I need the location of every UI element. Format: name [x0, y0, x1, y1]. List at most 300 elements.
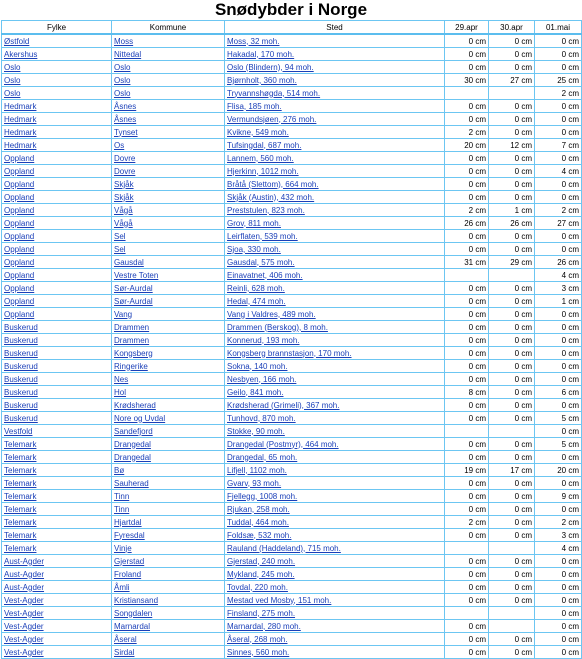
- fylke-link[interactable]: Oppland: [2, 308, 112, 321]
- depth-29-apr: 0 cm: [445, 230, 489, 243]
- kommune-link[interactable]: Dovre: [112, 152, 225, 165]
- depth-30-apr: 0 cm: [489, 451, 535, 464]
- depth-29-apr: 0 cm: [445, 113, 489, 126]
- depth-30-apr: 0 cm: [489, 100, 535, 113]
- depth-29-apr: 0 cm: [445, 399, 489, 412]
- depth-29-apr: 0 cm: [445, 646, 489, 659]
- table-row: [2, 295, 582, 308]
- kommune-link[interactable]: Tynset: [112, 126, 225, 139]
- depth-01-mai: 27 cm: [535, 217, 582, 230]
- kommune-link[interactable]: Ringerike: [112, 360, 225, 373]
- depth-30-apr: 0 cm: [489, 308, 535, 321]
- column-header-fylke: Fylke: [2, 21, 112, 35]
- kommune-link[interactable]: Froland: [112, 568, 225, 581]
- depth-01-mai: 6 cm: [535, 386, 582, 399]
- snow-depth-table: [1, 20, 582, 659]
- fylke-link[interactable]: Buskerud: [2, 347, 112, 360]
- fylke-link[interactable]: Oppland: [2, 204, 112, 217]
- kommune-link[interactable]: Os: [112, 139, 225, 152]
- kommune-link[interactable]: Sør-Aurdal: [112, 282, 225, 295]
- fylke-link[interactable]: Oppland: [2, 217, 112, 230]
- depth-29-apr: 0 cm: [445, 61, 489, 74]
- depth-01-mai: 0 cm: [535, 373, 582, 386]
- depth-29-apr: 2 cm: [445, 516, 489, 529]
- sted-link[interactable]: Rauland (Haddeland), 715 moh.: [225, 542, 445, 555]
- sted-link[interactable]: Grov, 811 moh.: [225, 217, 445, 230]
- depth-01-mai: 3 cm: [535, 282, 582, 295]
- depth-01-mai: 4 cm: [535, 165, 582, 178]
- depth-30-apr: 0 cm: [489, 178, 535, 191]
- sted-link[interactable]: Drangedal (Postmyr), 464 moh.: [225, 438, 445, 451]
- table-row: [2, 87, 582, 100]
- sted-link[interactable]: Hjerkinn, 1012 moh.: [225, 165, 445, 178]
- depth-29-apr: 0 cm: [445, 412, 489, 425]
- kommune-link[interactable]: Nittedal: [112, 48, 225, 61]
- depth-30-apr: 0 cm: [489, 529, 535, 542]
- table-row: [2, 529, 582, 542]
- depth-30-apr: 0 cm: [489, 321, 535, 334]
- kommune-link[interactable]: Sel: [112, 243, 225, 256]
- depth-30-apr: 26 cm: [489, 217, 535, 230]
- table-row: [2, 334, 582, 347]
- fylke-link[interactable]: Telemark: [2, 529, 112, 542]
- sted-link[interactable]: Tunhovd, 870 moh.: [225, 412, 445, 425]
- kommune-link[interactable]: Dovre: [112, 165, 225, 178]
- table-row: [2, 256, 582, 269]
- depth-01-mai: 0 cm: [535, 113, 582, 126]
- depth-01-mai: 0 cm: [535, 646, 582, 659]
- sted-link[interactable]: Tryvannshøgda, 514 moh.: [225, 87, 445, 100]
- table-row: [2, 633, 582, 646]
- kommune-link[interactable]: Vågå: [112, 217, 225, 230]
- fylke-link[interactable]: Oppland: [2, 243, 112, 256]
- table-row: [2, 191, 582, 204]
- table-row: [2, 321, 582, 334]
- depth-29-apr: 0 cm: [445, 334, 489, 347]
- fylke-link[interactable]: Telemark: [2, 464, 112, 477]
- depth-29-apr: 0 cm: [445, 48, 489, 61]
- table-row: [2, 139, 582, 152]
- depth-01-mai: 4 cm: [535, 542, 582, 555]
- kommune-link[interactable]: Vågå: [112, 204, 225, 217]
- table-row: [2, 204, 582, 217]
- depth-29-apr: 0 cm: [445, 373, 489, 386]
- kommune-link[interactable]: Åsnes: [112, 113, 225, 126]
- kommune-link[interactable]: Fyresdal: [112, 529, 225, 542]
- depth-01-mai: 4 cm: [535, 269, 582, 282]
- fylke-link[interactable]: Oppland: [2, 256, 112, 269]
- depth-30-apr: 0 cm: [489, 568, 535, 581]
- kommune-link[interactable]: Åsnes: [112, 100, 225, 113]
- depth-01-mai: 2 cm: [535, 516, 582, 529]
- kommune-link[interactable]: Vang: [112, 308, 225, 321]
- depth-30-apr: 0 cm: [489, 581, 535, 594]
- table-row: [2, 282, 582, 295]
- depth-01-mai: 0 cm: [535, 555, 582, 568]
- fylke-link[interactable]: Telemark: [2, 542, 112, 555]
- fylke-link[interactable]: Vest-Agder: [2, 607, 112, 620]
- sted-link[interactable]: Sinnes, 560 moh.: [225, 646, 445, 659]
- depth-30-apr: [489, 542, 535, 555]
- fylke-link[interactable]: Akershus: [2, 48, 112, 61]
- kommune-link[interactable]: Tinn: [112, 503, 225, 516]
- kommune-link[interactable]: Moss: [112, 34, 225, 48]
- table-row: [2, 542, 582, 555]
- fylke-link[interactable]: Telemark: [2, 503, 112, 516]
- sted-link[interactable]: Moss, 32 moh.: [225, 34, 445, 48]
- depth-01-mai: 9 cm: [535, 490, 582, 503]
- column-header-sted: Sted: [225, 21, 445, 35]
- depth-01-mai: 0 cm: [535, 347, 582, 360]
- fylke-link[interactable]: Oppland: [2, 178, 112, 191]
- fylke-link[interactable]: Aust-Agder: [2, 555, 112, 568]
- depth-29-apr: 0 cm: [445, 477, 489, 490]
- kommune-link[interactable]: Krødsherad: [112, 399, 225, 412]
- sted-link[interactable]: Leirflaten, 539 moh.: [225, 230, 445, 243]
- depth-30-apr: 27 cm: [489, 74, 535, 87]
- fylke-link[interactable]: Telemark: [2, 490, 112, 503]
- fylke-link[interactable]: Oslo: [2, 61, 112, 74]
- depth-29-apr: 0 cm: [445, 438, 489, 451]
- depth-01-mai: 0 cm: [535, 243, 582, 256]
- depth-01-mai: 0 cm: [535, 503, 582, 516]
- fylke-link[interactable]: Hedmark: [2, 113, 112, 126]
- kommune-link[interactable]: Hol: [112, 386, 225, 399]
- depth-30-apr: 0 cm: [489, 295, 535, 308]
- sted-link[interactable]: Oslo (Blindern), 94 moh.: [225, 61, 445, 74]
- kommune-link[interactable]: Sør-Aurdal: [112, 295, 225, 308]
- fylke-link[interactable]: Telemark: [2, 438, 112, 451]
- fylke-link[interactable]: Oppland: [2, 295, 112, 308]
- table-row: [2, 34, 582, 48]
- depth-01-mai: 0 cm: [535, 100, 582, 113]
- sted-link[interactable]: Geilo, 841 moh.: [225, 386, 445, 399]
- table-row: [2, 516, 582, 529]
- depth-01-mai: 0 cm: [535, 581, 582, 594]
- sted-link[interactable]: Finsland, 275 moh.: [225, 607, 445, 620]
- fylke-link[interactable]: Vest-Agder: [2, 633, 112, 646]
- depth-01-mai: 2 cm: [535, 204, 582, 217]
- table-row: [2, 61, 582, 74]
- table-row: [2, 490, 582, 503]
- kommune-link[interactable]: Gjerstad: [112, 555, 225, 568]
- kommune-link[interactable]: Oslo: [112, 61, 225, 74]
- fylke-link[interactable]: Vest-Agder: [2, 620, 112, 633]
- depth-30-apr: 0 cm: [489, 412, 535, 425]
- fylke-link[interactable]: Oslo: [2, 74, 112, 87]
- sted-link[interactable]: Rjukan, 258 moh.: [225, 503, 445, 516]
- header-row: [2, 21, 582, 35]
- fylke-link[interactable]: Oppland: [2, 191, 112, 204]
- sted-link[interactable]: Tovdal, 220 moh.: [225, 581, 445, 594]
- table-row: [2, 217, 582, 230]
- table-row: [2, 269, 582, 282]
- kommune-link[interactable]: Sauherad: [112, 477, 225, 490]
- depth-29-apr: 0 cm: [445, 490, 489, 503]
- fylke-link[interactable]: Oppland: [2, 152, 112, 165]
- depth-30-apr: [489, 269, 535, 282]
- fylke-link[interactable]: Vest-Agder: [2, 646, 112, 659]
- kommune-link[interactable]: Sirdal: [112, 646, 225, 659]
- depth-01-mai: 5 cm: [535, 412, 582, 425]
- depth-30-apr: 1 cm: [489, 204, 535, 217]
- fylke-link[interactable]: Hedmark: [2, 100, 112, 113]
- depth-01-mai: 0 cm: [535, 61, 582, 74]
- depth-30-apr: 0 cm: [489, 282, 535, 295]
- column-header-30-apr: 30.apr: [489, 21, 535, 35]
- fylke-link[interactable]: Buskerud: [2, 334, 112, 347]
- depth-01-mai: 2 cm: [535, 87, 582, 100]
- depth-29-apr: 0 cm: [445, 633, 489, 646]
- depth-29-apr: 0 cm: [445, 308, 489, 321]
- fylke-link[interactable]: Buskerud: [2, 412, 112, 425]
- depth-29-apr: 0 cm: [445, 100, 489, 113]
- fylke-link[interactable]: Vest-Agder: [2, 594, 112, 607]
- depth-01-mai: 0 cm: [535, 308, 582, 321]
- fylke-link[interactable]: Buskerud: [2, 386, 112, 399]
- depth-01-mai: 0 cm: [535, 191, 582, 204]
- table-row: [2, 152, 582, 165]
- table-row: [2, 48, 582, 61]
- sted-link[interactable]: Gvarv, 93 moh.: [225, 477, 445, 490]
- kommune-link[interactable]: Drangedal: [112, 451, 225, 464]
- depth-01-mai: 1 cm: [535, 295, 582, 308]
- depth-29-apr: 2 cm: [445, 204, 489, 217]
- sted-link[interactable]: Kvikne, 549 moh.: [225, 126, 445, 139]
- kommune-link[interactable]: Åseral: [112, 633, 225, 646]
- sted-link[interactable]: Bjørnholt, 360 moh.: [225, 74, 445, 87]
- sted-link[interactable]: Vang i Valdres, 489 moh.: [225, 308, 445, 321]
- table-row: [2, 555, 582, 568]
- table-row: [2, 620, 582, 633]
- table-body: [2, 34, 582, 659]
- sted-link[interactable]: Reinli, 628 moh.: [225, 282, 445, 295]
- fylke-link[interactable]: Oslo: [2, 87, 112, 100]
- kommune-link[interactable]: Kongsberg: [112, 347, 225, 360]
- depth-01-mai: 0 cm: [535, 360, 582, 373]
- kommune-link[interactable]: Åmli: [112, 581, 225, 594]
- depth-01-mai: 0 cm: [535, 568, 582, 581]
- sted-link[interactable]: Sokna, 140 moh.: [225, 360, 445, 373]
- depth-30-apr: 0 cm: [489, 373, 535, 386]
- table-row: [2, 568, 582, 581]
- kommune-link[interactable]: Skjåk: [112, 178, 225, 191]
- sted-link[interactable]: Kongsberg brannstasjon, 170 moh.: [225, 347, 445, 360]
- kommune-link[interactable]: Songdalen: [112, 607, 225, 620]
- table-row: [2, 581, 582, 594]
- table-row: [2, 165, 582, 178]
- fylke-link[interactable]: Telemark: [2, 477, 112, 490]
- depth-30-apr: 0 cm: [489, 477, 535, 490]
- depth-30-apr: 0 cm: [489, 48, 535, 61]
- kommune-link[interactable]: Nore og Uvdal: [112, 412, 225, 425]
- kommune-link[interactable]: Nes: [112, 373, 225, 386]
- fylke-link[interactable]: Telemark: [2, 451, 112, 464]
- fylke-link[interactable]: Østfold: [2, 34, 112, 48]
- table-row: [2, 399, 582, 412]
- depth-29-apr: [445, 87, 489, 100]
- depth-30-apr: 0 cm: [489, 152, 535, 165]
- fylke-link[interactable]: Vestfold: [2, 425, 112, 438]
- sted-link[interactable]: Gausdal, 575 moh.: [225, 256, 445, 269]
- sted-link[interactable]: Marnardal, 280 moh.: [225, 620, 445, 633]
- sted-link[interactable]: Skjåk (Austin), 432 moh.: [225, 191, 445, 204]
- depth-30-apr: 0 cm: [489, 347, 535, 360]
- depth-01-mai: 0 cm: [535, 334, 582, 347]
- sted-link[interactable]: Mestad ved Mosby, 151 moh.: [225, 594, 445, 607]
- table-row: [2, 464, 582, 477]
- depth-30-apr: 0 cm: [489, 360, 535, 373]
- depth-29-apr: 0 cm: [445, 152, 489, 165]
- fylke-link[interactable]: Buskerud: [2, 399, 112, 412]
- column-header-kommune: Kommune: [112, 21, 225, 35]
- kommune-link[interactable]: Sel: [112, 230, 225, 243]
- fylke-link[interactable]: Aust-Agder: [2, 568, 112, 581]
- depth-29-apr: [445, 542, 489, 555]
- kommune-link[interactable]: Skjåk: [112, 191, 225, 204]
- depth-30-apr: 0 cm: [489, 243, 535, 256]
- depth-30-apr: 0 cm: [489, 503, 535, 516]
- sted-link[interactable]: Lannem, 560 moh.: [225, 152, 445, 165]
- sted-link[interactable]: Einavatnet, 406 moh.: [225, 269, 445, 282]
- sted-link[interactable]: Preststulen, 823 moh.: [225, 204, 445, 217]
- table-row: [2, 178, 582, 191]
- fylke-link[interactable]: Oppland: [2, 230, 112, 243]
- depth-29-apr: [445, 607, 489, 620]
- table-row: [2, 230, 582, 243]
- table-row: [2, 386, 582, 399]
- depth-30-apr: 0 cm: [489, 165, 535, 178]
- sted-link[interactable]: Drammen (Berskog), 8 moh.: [225, 321, 445, 334]
- table-row: [2, 451, 582, 464]
- depth-29-apr: 0 cm: [445, 568, 489, 581]
- table-row: [2, 360, 582, 373]
- depth-01-mai: 0 cm: [535, 633, 582, 646]
- kommune-link[interactable]: Gausdal: [112, 256, 225, 269]
- depth-30-apr: 0 cm: [489, 61, 535, 74]
- depth-30-apr: 0 cm: [489, 633, 535, 646]
- depth-01-mai: 0 cm: [535, 152, 582, 165]
- depth-29-apr: 0 cm: [445, 594, 489, 607]
- sted-link[interactable]: Flisa, 185 moh.: [225, 100, 445, 113]
- depth-01-mai: 26 cm: [535, 256, 582, 269]
- depth-01-mai: 3 cm: [535, 529, 582, 542]
- table-row: [2, 243, 582, 256]
- fylke-link[interactable]: Hedmark: [2, 139, 112, 152]
- fylke-link[interactable]: Oppland: [2, 165, 112, 178]
- fylke-link[interactable]: Aust-Agder: [2, 581, 112, 594]
- table-row: [2, 308, 582, 321]
- sted-link[interactable]: Nesbyen, 166 moh.: [225, 373, 445, 386]
- kommune-link[interactable]: Oslo: [112, 74, 225, 87]
- sted-link[interactable]: Sjoa, 330 moh.: [225, 243, 445, 256]
- fylke-link[interactable]: Buskerud: [2, 373, 112, 386]
- depth-29-apr: 0 cm: [445, 620, 489, 633]
- fylke-link[interactable]: Buskerud: [2, 321, 112, 334]
- depth-01-mai: 0 cm: [535, 607, 582, 620]
- sted-link[interactable]: Lifjell, 1102 moh.: [225, 464, 445, 477]
- sted-link[interactable]: Vermundsjøen, 276 moh.: [225, 113, 445, 126]
- column-header-01-mai: 01.mai: [535, 21, 582, 35]
- depth-30-apr: 0 cm: [489, 230, 535, 243]
- kommune-link[interactable]: Drangedal: [112, 438, 225, 451]
- sted-link[interactable]: Fjellegg, 1008 moh.: [225, 490, 445, 503]
- fylke-link[interactable]: Oppland: [2, 282, 112, 295]
- kommune-link[interactable]: Tinn: [112, 490, 225, 503]
- table-row: [2, 438, 582, 451]
- sted-link[interactable]: Hedal, 474 moh.: [225, 295, 445, 308]
- kommune-link[interactable]: Hjartdal: [112, 516, 225, 529]
- sted-link[interactable]: Åseral, 268 moh.: [225, 633, 445, 646]
- fylke-link[interactable]: Buskerud: [2, 360, 112, 373]
- depth-01-mai: 0 cm: [535, 425, 582, 438]
- sted-link[interactable]: Krødsherad (Grimeli), 367 moh.: [225, 399, 445, 412]
- depth-30-apr: [489, 620, 535, 633]
- depth-29-apr: 0 cm: [445, 451, 489, 464]
- depth-29-apr: 0 cm: [445, 191, 489, 204]
- depth-01-mai: 0 cm: [535, 477, 582, 490]
- depth-30-apr: 0 cm: [489, 646, 535, 659]
- depth-30-apr: 0 cm: [489, 334, 535, 347]
- kommune-link[interactable]: Marnardal: [112, 620, 225, 633]
- kommune-link[interactable]: Oslo: [112, 87, 225, 100]
- table-row: [2, 646, 582, 659]
- sted-link[interactable]: Tufsingdal, 687 moh.: [225, 139, 445, 152]
- sted-link[interactable]: Bråtå (Slettom), 664 moh.: [225, 178, 445, 191]
- table-row: [2, 373, 582, 386]
- kommune-link[interactable]: Bø: [112, 464, 225, 477]
- sted-link[interactable]: Hakadal, 170 moh.: [225, 48, 445, 61]
- depth-29-apr: 0 cm: [445, 178, 489, 191]
- sted-link[interactable]: Gjerstad, 240 moh.: [225, 555, 445, 568]
- fylke-link[interactable]: Hedmark: [2, 126, 112, 139]
- kommune-link[interactable]: Vestre Toten: [112, 269, 225, 282]
- depth-29-apr: 19 cm: [445, 464, 489, 477]
- sted-link[interactable]: Mykland, 245 moh.: [225, 568, 445, 581]
- kommune-link[interactable]: Drammen: [112, 334, 225, 347]
- sted-link[interactable]: Konnerud, 193 moh.: [225, 334, 445, 347]
- depth-01-mai: 5 cm: [535, 438, 582, 451]
- fylke-link[interactable]: Oppland: [2, 269, 112, 282]
- kommune-link[interactable]: Vinje: [112, 542, 225, 555]
- table-row: [2, 607, 582, 620]
- sted-link[interactable]: Tuddal, 464 moh.: [225, 516, 445, 529]
- sted-link[interactable]: Drangedal, 65 moh.: [225, 451, 445, 464]
- depth-29-apr: 0 cm: [445, 503, 489, 516]
- sted-link[interactable]: Foldsæ, 532 moh.: [225, 529, 445, 542]
- kommune-link[interactable]: Kristiansand: [112, 594, 225, 607]
- depth-29-apr: 0 cm: [445, 581, 489, 594]
- depth-30-apr: 29 cm: [489, 256, 535, 269]
- sted-link[interactable]: Stokke, 90 moh.: [225, 425, 445, 438]
- kommune-link[interactable]: Drammen: [112, 321, 225, 334]
- depth-29-apr: 20 cm: [445, 139, 489, 152]
- table-row: [2, 477, 582, 490]
- depth-01-mai: 0 cm: [535, 620, 582, 633]
- depth-30-apr: 0 cm: [489, 191, 535, 204]
- depth-29-apr: [445, 425, 489, 438]
- fylke-link[interactable]: Telemark: [2, 516, 112, 529]
- table-row: [2, 503, 582, 516]
- depth-30-apr: 0 cm: [489, 113, 535, 126]
- table-row: [2, 126, 582, 139]
- depth-29-apr: 0 cm: [445, 282, 489, 295]
- depth-29-apr: 31 cm: [445, 256, 489, 269]
- depth-01-mai: 0 cm: [535, 230, 582, 243]
- depth-29-apr: 0 cm: [445, 321, 489, 334]
- kommune-link[interactable]: Sandefjord: [112, 425, 225, 438]
- depth-01-mai: 0 cm: [535, 594, 582, 607]
